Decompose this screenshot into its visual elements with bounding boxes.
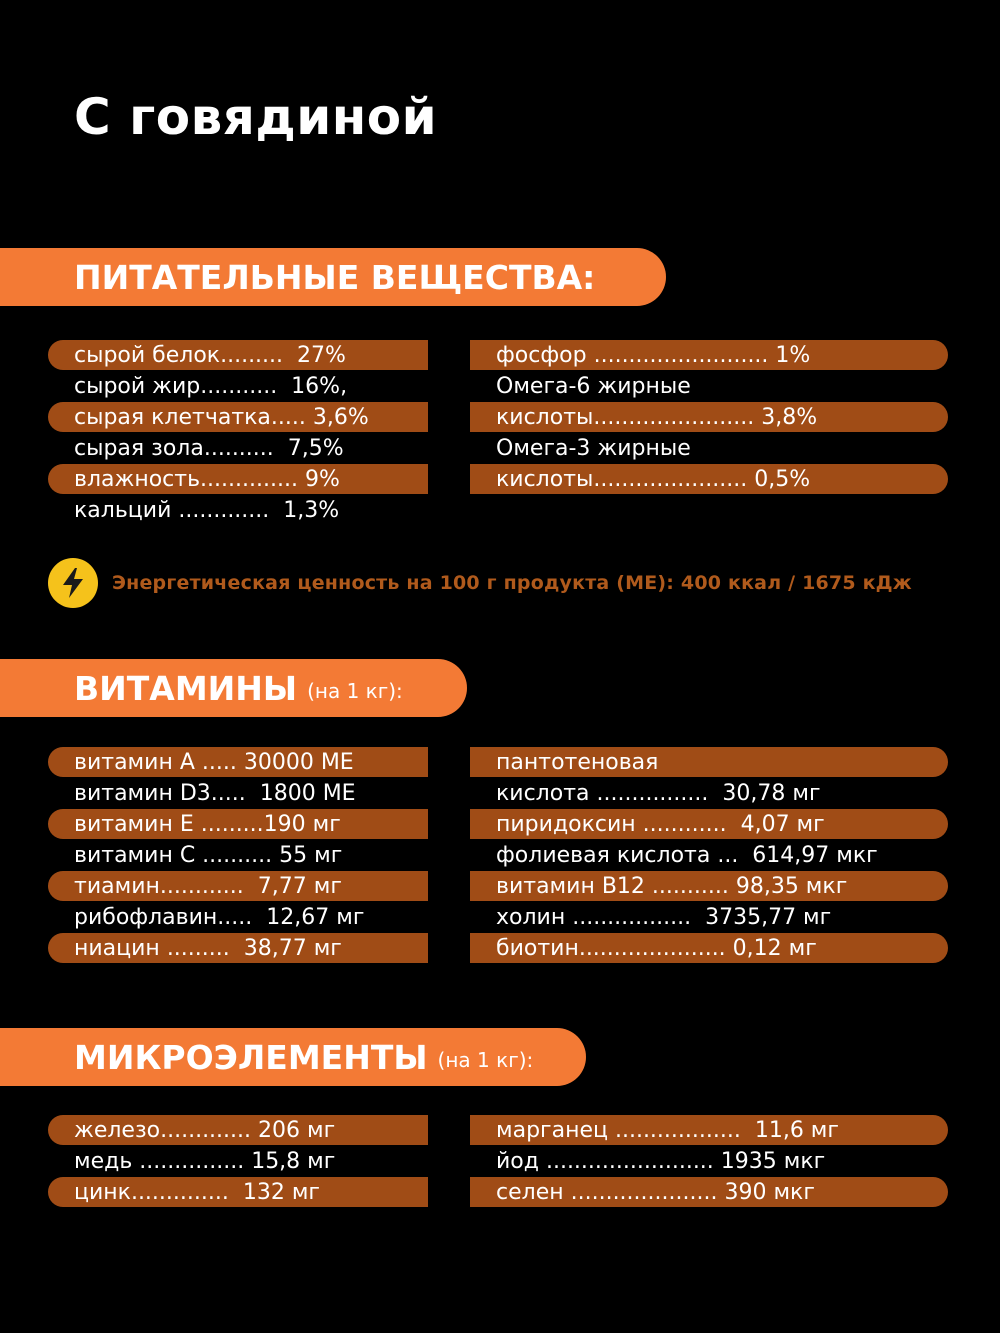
micro-subheading: (на 1 кг): [437,1048,534,1072]
vitamin-row: холин ................. 3735,77 мг [496,904,832,930]
vitamin-row: витамин В12 ........... 98,35 мкг [470,871,948,901]
micro-row: медь ............... 15,8 мг [74,1148,336,1174]
micro-row: железо............. 206 мг [48,1115,428,1145]
micro-banner [0,1028,586,1086]
nutrients-banner [0,248,666,306]
micro-row: йод ........................ 1935 мкг [496,1148,826,1174]
vitamin-row: витамин Е .........190 мг [48,809,428,839]
page-title: С говядиной [74,88,438,146]
nutrient-row: сырая клетчатка..... 3,6% [48,402,428,432]
nutrients-heading: ПИТАТЕЛЬНЫЕ ВЕЩЕСТВА: [74,257,596,297]
vitamin-row: витамин А ..... 30000 МЕ [48,747,428,777]
micro-heading: МИКРОЭЛЕМЕНТЫ [74,1037,428,1077]
nutrient-row: влажность.............. 9% [48,464,428,494]
lightning-icon [48,558,98,608]
energy-text: Энергетическая ценность на 100 г продукта (МЕ): 400 ккал / 1675 кДж [112,572,912,594]
vitamin-row: ниацин ......... 38,77 мг [48,933,428,963]
vitamin-row: пиридоксин ............ 4,07 мг [470,809,948,839]
vitamin-row: тиамин............ 7,77 мг [48,871,428,901]
vitamin-row: пантотеновая [470,747,948,777]
vitamin-row: витамин D3..... 1800 МЕ [74,780,356,806]
vitamin-row: фолиевая кислота ... 614,97 мкг [496,842,878,868]
vitamins-banner [0,659,467,717]
vitamin-row: кислота ................ 30,78 мг [496,780,821,806]
nutrient-row: кислоты...................... 0,5% [470,464,948,494]
vitamin-row: рибофлавин..... 12,67 мг [74,904,365,930]
nutrient-row: сырой белок......... 27% [48,340,428,370]
nutrient-row: кальций ............. 1,3% [74,497,340,523]
vitamins-subheading: (на 1 кг): [307,679,403,703]
nutrient-row: кислоты....................... 3,8% [470,402,948,432]
nutrient-row: Омега-6 жирные [496,373,691,399]
energy-value [48,558,912,608]
nutrient-row: Омега-3 жирные [496,435,691,461]
vitamin-row: витамин С .......... 55 мг [74,842,343,868]
nutrient-row: сырая зола.......... 7,5% [74,435,344,461]
vitamin-row: биотин..................... 0,12 мг [470,933,948,963]
micro-row: цинк.............. 132 мг [48,1177,428,1207]
vitamins-heading: ВИТАМИНЫ [74,668,298,708]
nutrient-row: сырой жир........... 16%, [74,373,348,399]
nutrient-row: фосфор ......................... 1% [470,340,948,370]
micro-row: марганец .................. 11,6 мг [470,1115,948,1145]
micro-row: селен ..................... 390 мкг [470,1177,948,1207]
